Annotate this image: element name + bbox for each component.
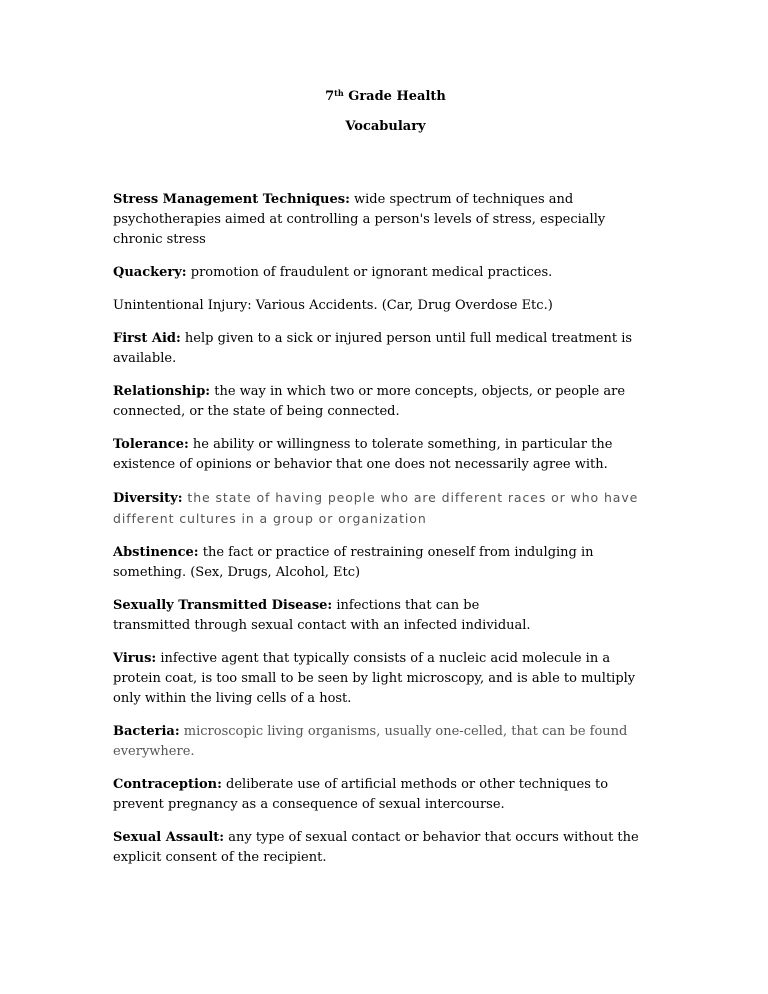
vocab-term: First Aid: <box>113 331 181 346</box>
title-block <box>113 88 658 136</box>
vocab-term: Bacteria: <box>113 724 180 739</box>
title-rest: Grade Health <box>343 89 446 104</box>
vocabulary-list <box>113 190 658 868</box>
vocab-term: Unintentional Injury: <box>113 298 252 313</box>
vocab-definition: the way in which two or more concepts, objects, or people are connected, or the state of being connected. <box>113 384 626 419</box>
vocab-definition: deliberate use of artificial methods or other techniques to prevent pregnancy as a consequence of sexual intercourse. <box>113 777 609 812</box>
vocab-entry-first-aid <box>113 329 658 369</box>
vocab-definition: promotion of fraudulent or ignorant medical practices. <box>186 265 553 280</box>
document-subtitle: Vocabulary <box>345 119 426 134</box>
vocab-definition: microscopic living organisms, usually one-celled, that can be found everywhere. <box>113 724 628 759</box>
vocab-definition: infective agent that typically consists of a nucleic acid molecule in a protein coat, is too small to be seen by light microscopy, and is able to multiply only within the living cells of a host. <box>113 651 636 706</box>
vocab-definition: the state of having people who are different races or who have different cultures in a group or organization <box>113 490 639 526</box>
vocab-entry-abstinence <box>113 543 658 583</box>
vocab-term: Tolerance: <box>113 437 189 452</box>
vocab-entry-std <box>113 596 658 636</box>
vocab-entry-tolerance <box>113 435 658 475</box>
vocab-term: Quackery: <box>113 265 187 280</box>
vocab-entry-unintentional-injury <box>113 296 658 316</box>
vocab-entry-virus <box>113 649 658 709</box>
vocab-entry-relationship <box>113 382 658 422</box>
vocab-term: Abstinence: <box>113 545 199 560</box>
document-page <box>113 88 658 881</box>
vocab-definition: help given to a sick or injured person until full medical treatment is available. <box>113 331 633 366</box>
vocab-term: Sexual Assault: <box>113 830 225 845</box>
vocab-term: Stress Management Techniques: <box>113 192 350 207</box>
vocab-definition: the fact or practice of restraining oneself from indulging in something. (Sex, Drugs, Alcohol, Etc) <box>113 545 594 580</box>
title-superscript: th <box>334 88 344 98</box>
vocab-entry-contraception <box>113 775 658 815</box>
vocab-definition: any type of sexual contact or behavior that occurs without the explicit consent of the recipient. <box>113 830 639 865</box>
vocab-entry-stress-management <box>113 190 658 250</box>
vocab-definition: Various Accidents. (Car, Drug Overdose Etc.) <box>251 298 553 313</box>
vocab-term: Relationship: <box>113 384 211 399</box>
vocab-term: Virus: <box>113 651 157 666</box>
vocab-term: Diversity: <box>113 491 183 506</box>
vocab-entry-diversity <box>113 488 658 530</box>
document-title <box>113 88 658 106</box>
vocab-term: Contraception: <box>113 777 222 792</box>
vocab-term: Sexually Transmitted Disease: <box>113 598 333 613</box>
vocab-definition: he ability or willingness to tolerate something, in particular the existence of opinions or behavior that one does not necessarily agree with. <box>113 437 613 472</box>
vocab-definition: wide spectrum of techniques and psychotherapies aimed at controlling a person's levels of stress, especially chronic stress <box>113 192 606 247</box>
vocab-definition-continued: transmitted through sexual contact with an infected individual. <box>113 618 531 633</box>
vocab-entry-quackery <box>113 263 658 283</box>
title-grade: 7 <box>325 89 335 104</box>
vocab-entry-bacteria <box>113 722 658 762</box>
vocab-entry-sexual-assault <box>113 828 658 868</box>
vocab-definition: infections that can be <box>332 598 480 613</box>
